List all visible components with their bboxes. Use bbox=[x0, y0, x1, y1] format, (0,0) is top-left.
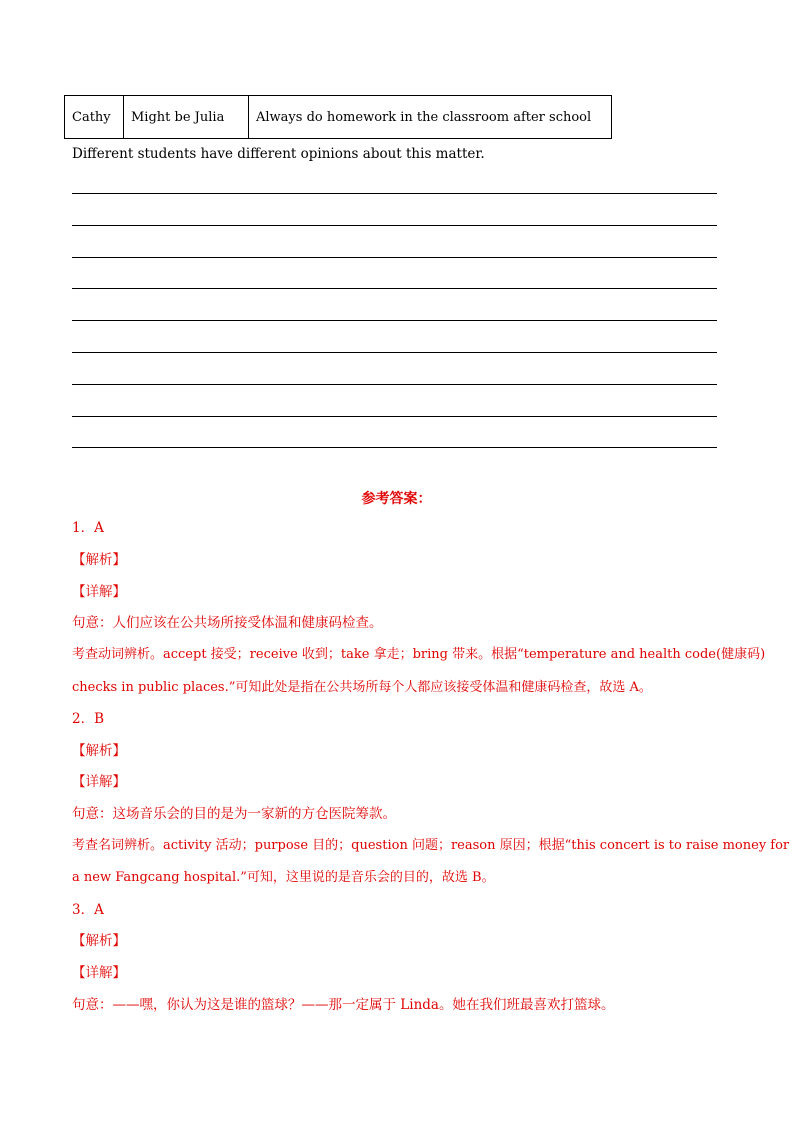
writing-line[interactable] bbox=[72, 447, 717, 448]
writing-line[interactable] bbox=[72, 225, 717, 226]
writing-line[interactable] bbox=[72, 320, 717, 321]
explanation-text: checks in public places.”可知此处是指在公共场所每个人都应该接受体温和健康码检查，故选 A。 bbox=[72, 680, 652, 695]
table-cell-guess: Might be Julia bbox=[124, 96, 249, 139]
writing-line[interactable] bbox=[72, 257, 717, 258]
writing-line[interactable] bbox=[72, 416, 717, 417]
answer-number: 2．B bbox=[72, 711, 105, 727]
answer-number: 3．A bbox=[72, 902, 104, 918]
table-cell-name: Cathy bbox=[65, 96, 124, 139]
explanation-text: 考查动词辨析。accept 接受；receive 收到；take 拿走；bring 带来。根据“temperature and health code(健康码) bbox=[72, 647, 766, 662]
writing-line[interactable] bbox=[72, 288, 717, 289]
writing-line[interactable] bbox=[72, 384, 717, 385]
explanation-text: a new Fangcang hospital.”可知，这里说的是音乐会的目的，故选 B。 bbox=[72, 870, 495, 885]
detail-heading: 【详解】 bbox=[72, 774, 126, 790]
analysis-heading: 【解析】 bbox=[72, 743, 126, 759]
detail-heading: 【详解】 bbox=[72, 965, 126, 981]
sentence-meaning: 句意：这场音乐会的目的是为一家新的方仓医院筹款。 bbox=[72, 806, 396, 822]
writing-prompt: Different students have different opinions about this matter. bbox=[72, 146, 485, 162]
writing-line[interactable] bbox=[72, 193, 717, 194]
answer-key-title: 参考答案： bbox=[361, 491, 432, 507]
table-row bbox=[65, 96, 612, 139]
writing-line[interactable] bbox=[72, 352, 717, 353]
student-opinion-table bbox=[64, 95, 612, 139]
sentence-meaning: 句意：人们应该在公共场所接受体温和健康码检查。 bbox=[72, 615, 383, 631]
explanation-text: 考查名词辨析。activity 活动；purpose 目的；question 问题；reason 原因；根据“this concert is to raise money for bbox=[72, 838, 790, 853]
analysis-heading: 【解析】 bbox=[72, 933, 126, 949]
analysis-heading: 【解析】 bbox=[72, 552, 126, 568]
table-cell-reason: Always do homework in the classroom after school bbox=[249, 96, 612, 139]
detail-heading: 【详解】 bbox=[72, 584, 126, 600]
answer-number: 1．A bbox=[72, 520, 104, 536]
sentence-meaning: 句意：——嘿，你认为这是谁的篮球？——那一定属于 Linda。她在我们班最喜欢打篮球。 bbox=[72, 997, 615, 1013]
